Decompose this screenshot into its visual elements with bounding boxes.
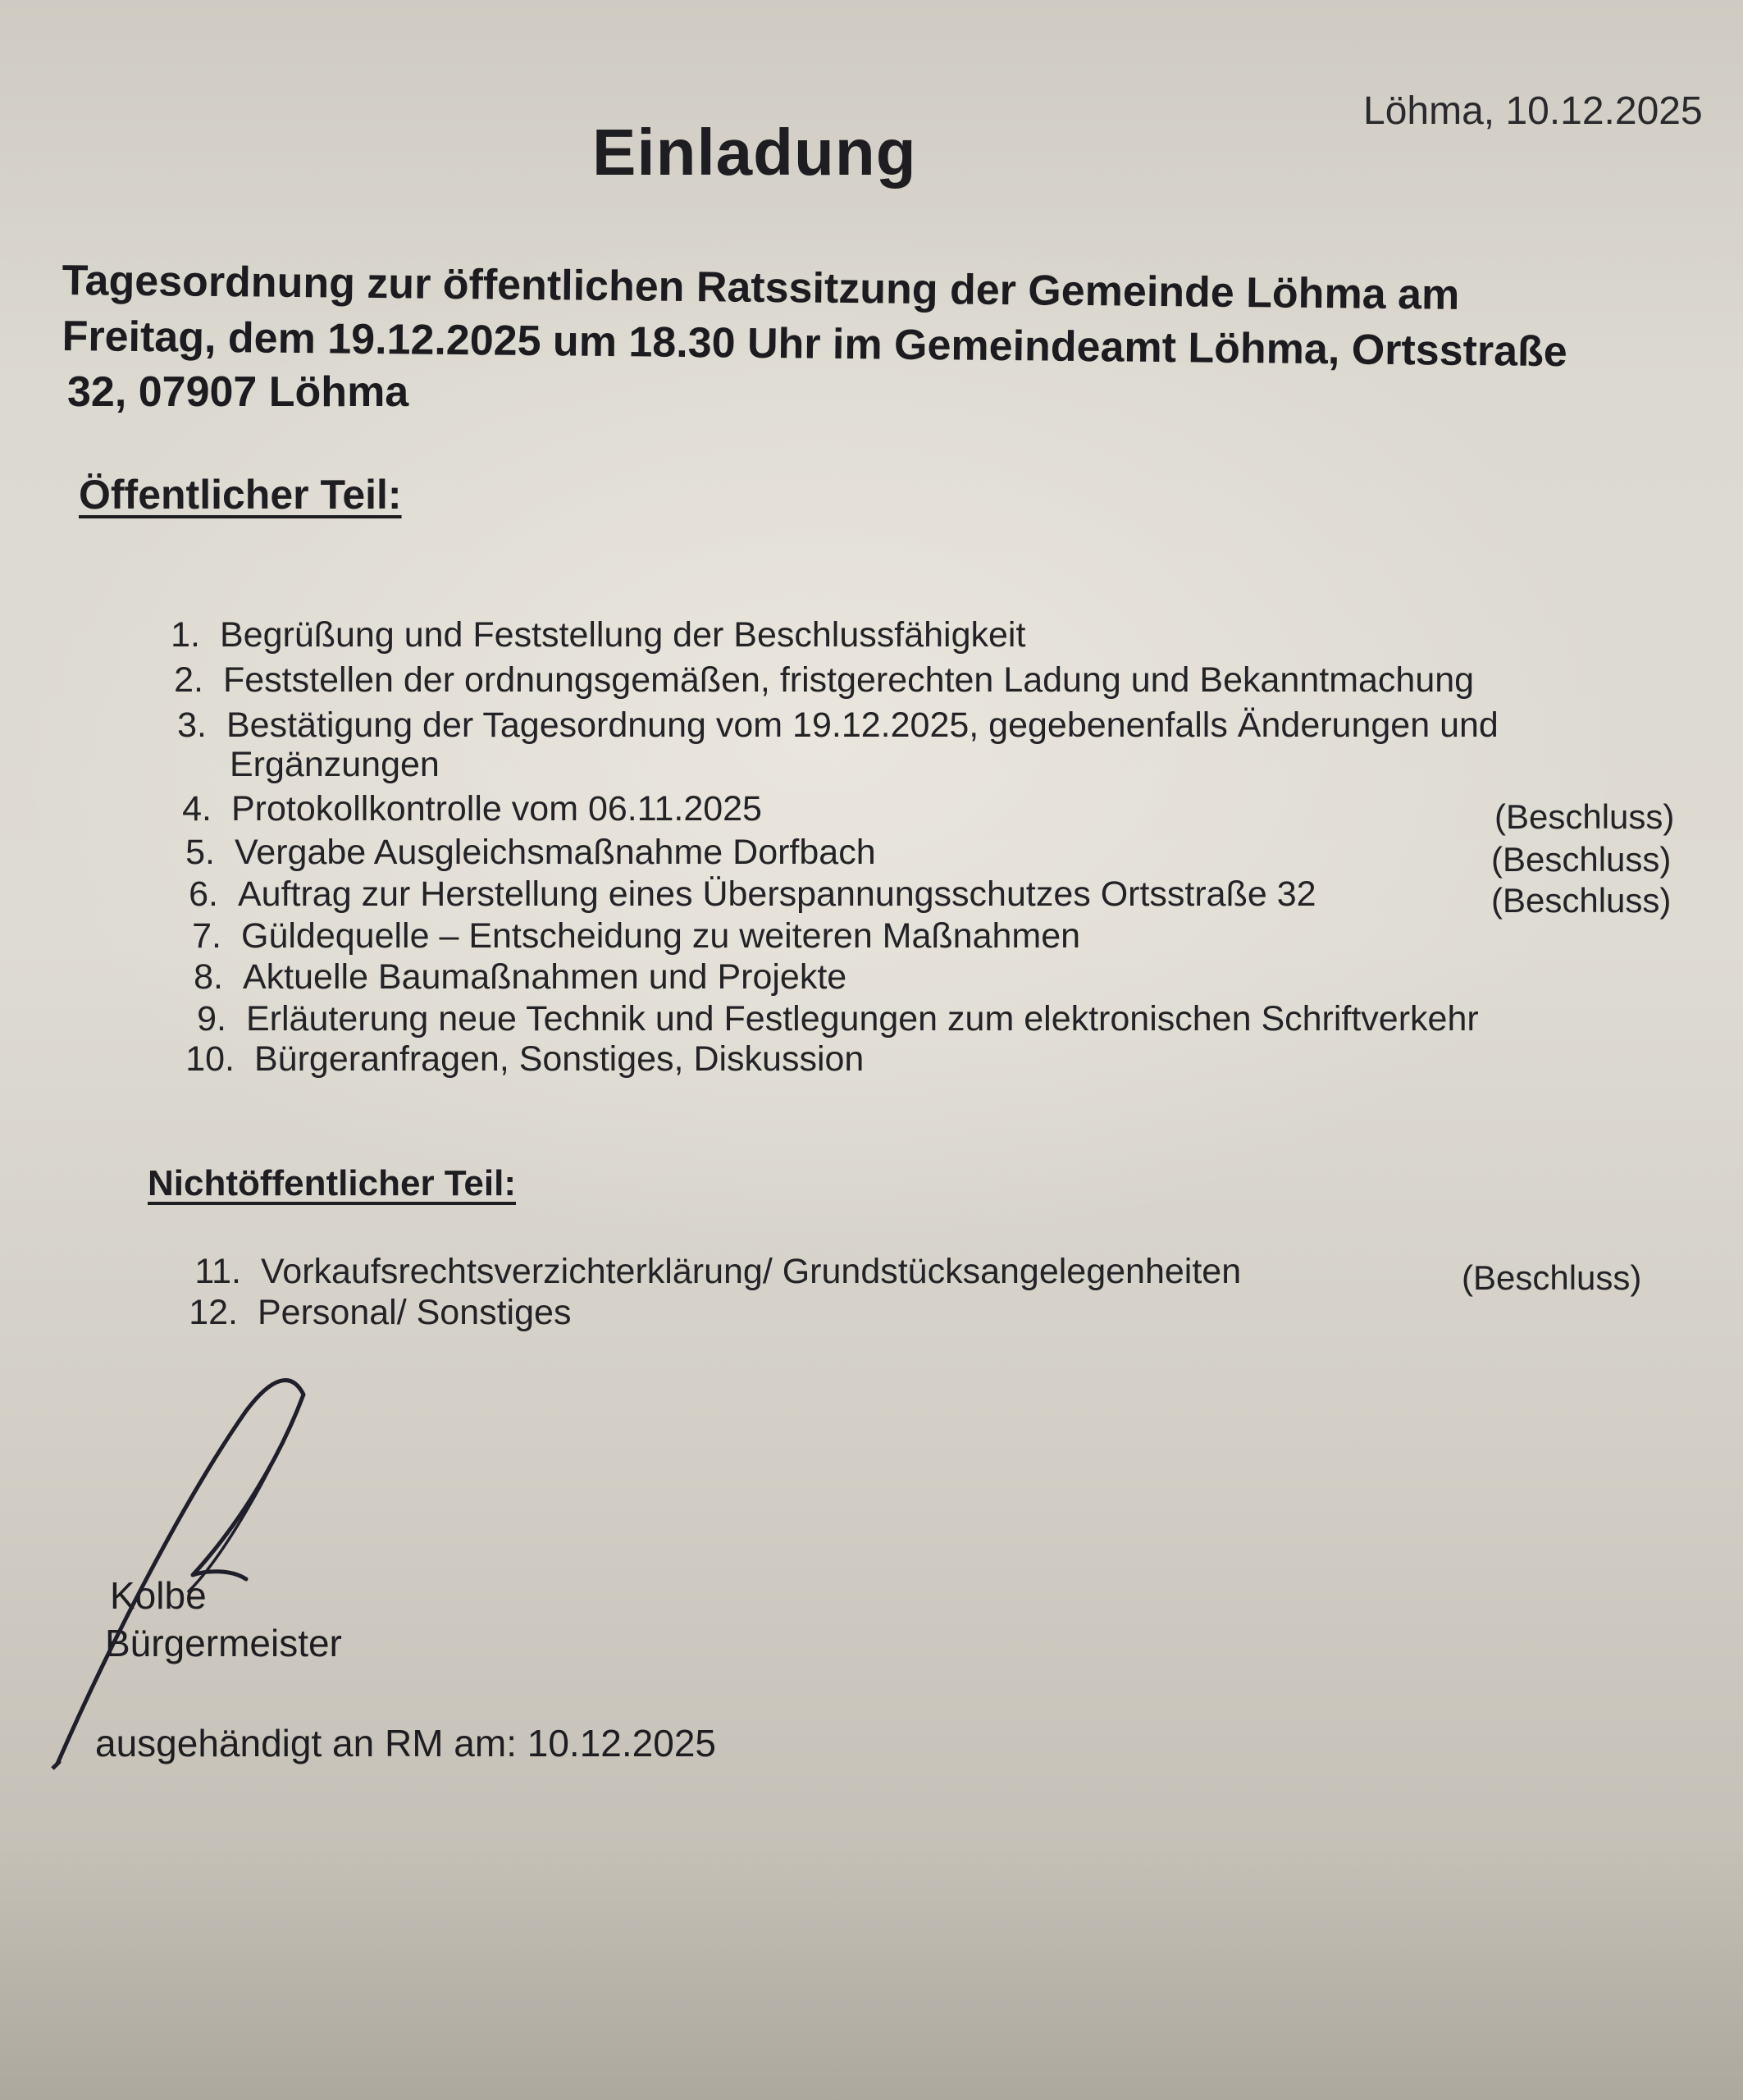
paper-shadow bbox=[0, 1846, 1743, 2100]
agenda-item-3-continuation: Ergänzungen bbox=[230, 745, 440, 784]
signatory-role: Bürgermeister bbox=[105, 1622, 342, 1664]
agenda-item-number: 2. bbox=[174, 660, 203, 700]
agenda-item-text: Güldequelle – Entscheidung zu weiteren Maßnahmen bbox=[241, 916, 1081, 956]
agenda-item-number: 11. bbox=[194, 1252, 241, 1291]
agenda-item-5-tag: (Beschluss) bbox=[1491, 840, 1672, 879]
agenda-item-text: Auftrag zur Herstellung eines Überspannungsschutzes Ortsstraße 32 bbox=[238, 874, 1316, 914]
agenda-item-number: 12. bbox=[189, 1293, 238, 1332]
signatory-name: Kolbe bbox=[110, 1574, 207, 1617]
agenda-item-number: 5. bbox=[185, 833, 215, 872]
agenda-item-9 bbox=[179, 999, 1479, 1039]
agenda-item-6-tag: (Beschluss) bbox=[1491, 881, 1672, 920]
agenda-item-2 bbox=[156, 660, 1474, 701]
agenda-item-10 bbox=[166, 1039, 864, 1080]
agenda-item-text: Personal/ Sonstiges bbox=[258, 1293, 572, 1332]
agenda-item-text: Vergabe Ausgleichsmaßnahme Dorfbach bbox=[235, 833, 876, 872]
subject-line-2: Freitag, dem 19.12.2025 um 18.30 Uhr im Gemeindeamt Löhma, Ortsstraße bbox=[62, 312, 1568, 377]
agenda-item-3 bbox=[159, 705, 1499, 746]
agenda-item-text: Erläuterung neue Technik und Festlegungen zum elektronischen Schriftverkehr bbox=[246, 999, 1479, 1039]
agenda-item-5 bbox=[167, 833, 876, 873]
agenda-item-7 bbox=[174, 916, 1080, 956]
agenda-item-number: 6. bbox=[189, 874, 218, 914]
agenda-item-text: Aktuelle Baumaßnahmen und Projekte bbox=[243, 957, 847, 997]
agenda-item-text: Feststellen der ordnungsgemäßen, fristgerechten Ladung und Bekanntmachung bbox=[223, 660, 1475, 700]
agenda-item-text: Bestätigung der Tagesordnung vom 19.12.2025, gegebenenfalls Änderungen und bbox=[226, 705, 1499, 745]
agenda-item-number: 7. bbox=[192, 916, 221, 956]
agenda-item-4-tag: (Beschluss) bbox=[1494, 797, 1675, 836]
agenda-item-number: 8. bbox=[194, 957, 223, 997]
agenda-item-11 bbox=[172, 1252, 1241, 1292]
agenda-item-text: Bürgeranfragen, Sonstiges, Diskussion bbox=[254, 1039, 865, 1079]
agenda-item-11-tag: (Beschluss) bbox=[1462, 1258, 1642, 1297]
agenda-item-number: 3. bbox=[177, 705, 207, 745]
public-part-heading: Öffentlicher Teil: bbox=[79, 472, 402, 518]
place-date: Löhma, 10.12.2025 bbox=[1363, 89, 1703, 133]
subject-line-3: 32, 07907 Löhma bbox=[67, 368, 409, 416]
private-part-heading: Nichtöffentlicher Teil: bbox=[148, 1163, 516, 1203]
agenda-item-number: 10. bbox=[185, 1039, 235, 1079]
handed-out-note: ausgehändigt an RM am: 10.12.2025 bbox=[95, 1722, 716, 1764]
agenda-item-number: 4. bbox=[182, 789, 212, 829]
subject-line-1: Tagesordnung zur öffentlichen Ratssitzung der Gemeinde Löhma am bbox=[62, 256, 1460, 319]
agenda-item-text: Protokollkontrolle vom 06.11.2025 bbox=[231, 789, 762, 829]
agenda-item-6 bbox=[171, 874, 1316, 915]
agenda-item-text: Vorkaufsrechtsverzichterklärung/ Grundstücksangelegenheiten bbox=[261, 1252, 1242, 1291]
document-title: Einladung bbox=[592, 116, 917, 189]
agenda-item-number: 9. bbox=[197, 999, 226, 1039]
agenda-item-number: 1. bbox=[171, 615, 200, 655]
agenda-item-text: Begrüßung und Feststellung der Beschlussfähigkeit bbox=[220, 615, 1026, 655]
agenda-item-12 bbox=[169, 1293, 571, 1333]
agenda-item-8 bbox=[176, 957, 846, 998]
agenda-item-4 bbox=[164, 789, 762, 829]
agenda-item-1 bbox=[153, 615, 1025, 655]
